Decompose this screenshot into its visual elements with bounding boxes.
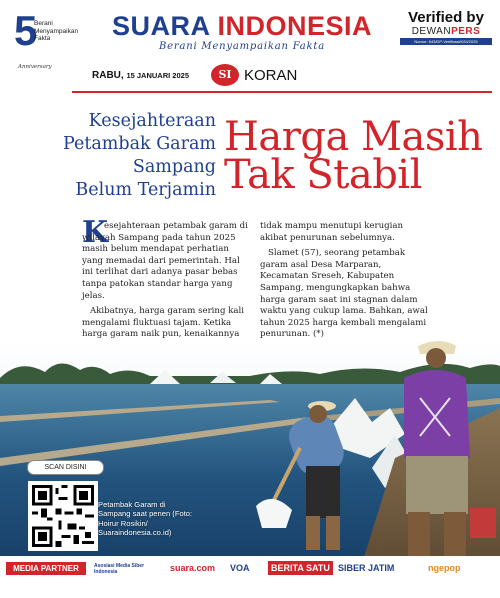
article-column-1 bbox=[82, 221, 252, 345]
dateline bbox=[92, 70, 189, 81]
paragraph-text: esejahteraan petambak garam di wilayah Sampang pada tahun 2025 masih belum mendapat perhatian yang memadai dari pemerintah. Hal ini terlihat dari adanya pasar bebas tanpa patokan standar harga yang jelas. bbox=[82, 221, 248, 301]
dewan-pers-label bbox=[396, 26, 496, 37]
verification-number: Nomor: 643/DP-Verifikasi/K/III/2025 bbox=[400, 38, 492, 45]
partner-ngepop: ngepop bbox=[428, 563, 461, 573]
media-partner-label: MEDIA PARTNER bbox=[6, 562, 86, 575]
article-column-2 bbox=[260, 221, 432, 345]
partner-voa: VOA bbox=[230, 563, 250, 573]
headline bbox=[224, 114, 494, 198]
kicker-line: Belum Terjamin bbox=[75, 180, 216, 200]
verified-badge bbox=[396, 10, 496, 45]
masthead-motto: Berani Menyampaikan Fakta bbox=[159, 41, 325, 52]
article-paragraph: Akibatnya, harga garam sering kali mengalami fluktuasi tajam. Ketika harga garam naik pun, kenaikannya bbox=[82, 306, 245, 340]
scan-label: SCAN DISINI bbox=[27, 460, 104, 475]
section-badge: SI bbox=[211, 64, 239, 86]
header-divider bbox=[72, 91, 492, 93]
dewan-text: DEWAN bbox=[411, 26, 452, 37]
anniversary-logo bbox=[12, 7, 88, 72]
qr-code[interactable] bbox=[28, 481, 98, 551]
partner-suara: suara.com bbox=[170, 563, 216, 573]
kicker-line: Petambak Garam bbox=[62, 134, 216, 154]
headline-line: Harga Masih bbox=[224, 114, 483, 160]
dropcap: K bbox=[82, 215, 109, 250]
logo-anniversary: Anniversary bbox=[18, 64, 52, 70]
headline-line: Tak Stabil bbox=[224, 152, 422, 198]
logo-tagline: Berani Menyampaikan Fakta bbox=[34, 20, 79, 42]
kicker-line: Sampang bbox=[132, 157, 216, 177]
partner-siberjatim: SIBER JATIM bbox=[338, 563, 395, 573]
section-label: KORAN bbox=[244, 67, 298, 84]
article-paragraph: tidak mampu menutupi kerugian akibat penurunan sebelumnya. bbox=[260, 221, 404, 243]
pers-text: PERS bbox=[451, 26, 481, 37]
masthead bbox=[92, 12, 392, 52]
partner-amsi: Asosiasi Media Siber Indonesia bbox=[94, 563, 145, 575]
brand-part-2: INDONESIA bbox=[217, 11, 373, 41]
article-paragraph: Slamet (57), seorang petambak garam asal Desa Marparan, Kecamatan Sreseh, Kabupaten Sampang, mengungkapkan bahwa harga garam saat ini stagnan dalam waktu yang cukup lama. Bahkan, awal tahun 2025 harga kembali mengalami penurunan. (*) bbox=[260, 248, 428, 340]
partner-beritasatu: BERITA SATU bbox=[268, 561, 333, 575]
masthead-brand bbox=[92, 12, 392, 40]
logo-number: 5 bbox=[14, 7, 38, 54]
dateline-date: 15 JANUARI 2025 bbox=[126, 71, 189, 80]
photo-caption: Petambak Garam di Sampang saat penen (Foto: Hoirur Rosikin/ Suaraindonesia.co.id) bbox=[98, 500, 193, 538]
verified-label: Verified by bbox=[408, 9, 484, 26]
brand-part-1: SUARA bbox=[111, 11, 210, 41]
dateline-day: RABU, bbox=[92, 70, 124, 81]
kicker bbox=[26, 110, 216, 202]
article-paragraph bbox=[82, 221, 252, 302]
kicker-line: Kesejahteraan bbox=[88, 111, 216, 131]
